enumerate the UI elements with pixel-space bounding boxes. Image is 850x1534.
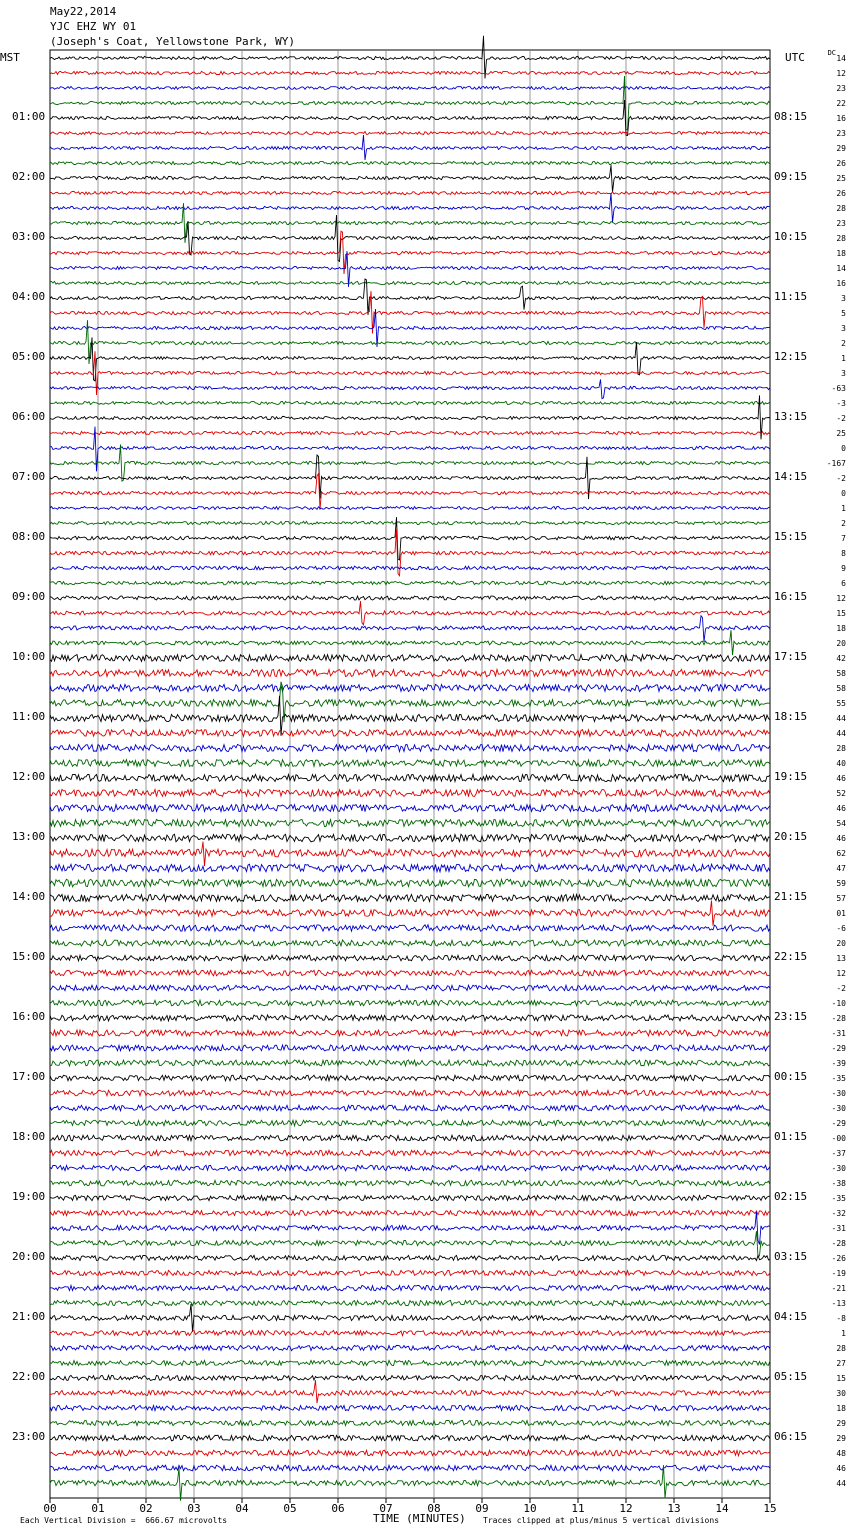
dc-offset-label: -35 [831, 1194, 846, 1203]
mst-hour-label: 09:00 [12, 590, 46, 603]
dc-offset-label: 23 [836, 219, 846, 228]
seismic-trace [50, 789, 770, 796]
mst-hour-label: 04:00 [12, 290, 46, 303]
seismic-trace [50, 1210, 770, 1215]
seismic-trace [50, 1090, 770, 1096]
dc-offset-label: 1 [841, 504, 846, 513]
dc-offset-label: 48 [836, 1449, 846, 1458]
seismic-trace [50, 1360, 770, 1365]
utc-hour-label: 21:15 [774, 890, 808, 903]
seismic-trace [50, 1345, 770, 1350]
dc-offset-label: 28 [836, 1344, 846, 1353]
utc-hour-label: 06:15 [774, 1430, 808, 1443]
seismic-trace [50, 834, 770, 842]
dc-offset-label: 15 [836, 609, 846, 618]
dc-offset-label: -39 [831, 1059, 846, 1068]
scale-note: Each Vertical Division = 666.67 microvolts [20, 1516, 228, 1525]
dc-offset-label: -29 [831, 1119, 846, 1128]
station-location: (Joseph's Coat, Yellowstone Park, WY) [50, 35, 296, 48]
seismic-trace [50, 1300, 770, 1305]
dc-offset-label: 54 [836, 819, 846, 828]
dc-offset-label: 25 [836, 174, 846, 183]
dc-offset-label: 40 [836, 759, 846, 768]
mst-hour-label: 15:00 [12, 950, 46, 963]
seismic-trace [50, 1120, 770, 1126]
seismic-trace [50, 1000, 770, 1006]
seismic-trace [50, 71, 770, 74]
seismic-trace [50, 1285, 770, 1290]
seismic-trace [50, 1380, 770, 1403]
seismic-trace [50, 87, 770, 90]
dc-offset-label: 14 [836, 54, 846, 63]
seismic-trace [50, 774, 770, 781]
dc-offset-label: -30 [831, 1089, 846, 1098]
seismic-trace [50, 940, 770, 946]
dc-offset-label: 44 [836, 714, 846, 723]
seismic-trace [50, 879, 770, 887]
dc-offset-label: -6 [836, 924, 846, 933]
utc-hour-label: 02:15 [774, 1190, 808, 1203]
seismic-trace [50, 191, 770, 194]
utc-hour-label: 01:15 [774, 1130, 808, 1143]
seismic-trace [50, 455, 770, 499]
seismic-trace [50, 1435, 770, 1441]
dc-offset-label: 23 [836, 84, 846, 93]
clip-note: Traces clipped at plus/minus 5 vertical divisions [483, 1516, 720, 1525]
seismic-trace [50, 655, 770, 662]
mst-hour-label: 02:00 [12, 170, 46, 183]
seismic-trace [50, 819, 770, 826]
utc-hour-label: 11:15 [774, 290, 808, 303]
seismic-trace [50, 985, 770, 991]
x-tick-label: 09 [475, 1502, 489, 1515]
dc-offset-label: 57 [836, 894, 846, 903]
seismic-trace [50, 1450, 770, 1456]
seismic-trace [50, 1330, 770, 1335]
mst-hour-label: 18:00 [12, 1130, 46, 1143]
dc-offset-label: -167 [826, 459, 846, 468]
mst-hour-label: 05:00 [12, 350, 46, 363]
mst-hour-label: 14:00 [12, 890, 46, 903]
seismic-trace [50, 630, 770, 655]
seismic-trace [50, 1231, 770, 1256]
dc-offset-label: -2 [836, 984, 846, 993]
seismic-trace [50, 684, 770, 691]
dc-offset-label: -26 [831, 1254, 846, 1263]
seismic-trace [50, 506, 770, 509]
seismic-trace [50, 1105, 770, 1111]
seismic-trace [50, 1060, 770, 1066]
dc-offset-label: 29 [836, 1434, 846, 1443]
dc-offset-label: -21 [831, 1284, 846, 1293]
mst-hour-label: 12:00 [12, 770, 46, 783]
seismic-trace [50, 1150, 770, 1156]
plot-date: May22,2014 [50, 5, 117, 18]
dc-offset-label: 5 [841, 309, 846, 318]
x-tick-label: 04 [235, 1502, 249, 1515]
x-axis-title: TIME (MINUTES) [373, 1512, 466, 1525]
mst-hour-label: 11:00 [12, 710, 46, 723]
mst-hour-label: 13:00 [12, 830, 46, 843]
dc-offset-label: 2 [841, 519, 846, 528]
dc-offset-label: 47 [836, 864, 846, 873]
seismic-trace [50, 581, 770, 585]
dc-offset-label: 12 [836, 969, 846, 978]
dc-offset-label: 23 [836, 129, 846, 138]
dc-offset-label: -10 [831, 999, 846, 1008]
dc-offset-label: 18 [836, 1404, 846, 1413]
dc-offset-label: 46 [836, 774, 846, 783]
seismic-trace [50, 669, 770, 676]
utc-hour-label: 13:15 [774, 410, 808, 423]
dc-offset-label: 18 [836, 624, 846, 633]
dc-offset-label: -00 [831, 1134, 846, 1143]
mst-hour-label: 17:00 [12, 1070, 46, 1083]
dc-offset-label: -8 [836, 1314, 846, 1323]
dc-offset-label: 16 [836, 279, 846, 288]
seismic-trace [50, 281, 770, 284]
utc-hour-label: 16:15 [774, 590, 808, 603]
dc-offset-label: 3 [841, 369, 846, 378]
dc-offset-label: 27 [836, 1359, 846, 1368]
mst-hour-label: 01:00 [12, 110, 46, 123]
utc-hour-label: 10:15 [774, 230, 808, 243]
seismic-trace [50, 1135, 770, 1141]
x-tick-label: 15 [763, 1502, 777, 1515]
right-timezone-label: UTC [785, 51, 805, 64]
seismic-trace [50, 1270, 770, 1275]
seismic-trace [50, 596, 770, 600]
seismic-trace [50, 379, 770, 398]
seismic-trace [50, 401, 770, 404]
mst-hour-label: 19:00 [12, 1190, 46, 1203]
x-tick-label: 02 [139, 1502, 153, 1515]
dc-offset-label: 22 [836, 99, 846, 108]
dc-offset-label: 58 [836, 684, 846, 693]
dc-offset-label: 18 [836, 249, 846, 258]
dc-offset-label: -38 [831, 1179, 846, 1188]
dc-offset-label: 62 [836, 849, 846, 858]
seismic-trace [50, 601, 770, 625]
dc-offset-label: 7 [841, 534, 846, 543]
seismic-trace [50, 1180, 770, 1186]
dc-offset-label: -2 [836, 414, 846, 423]
seismic-trace [50, 76, 770, 130]
x-tick-label: 11 [571, 1502, 585, 1515]
dc-offset-label: 3 [841, 324, 846, 333]
mst-hour-label: 23:00 [12, 1430, 46, 1443]
dc-offset-label: 2 [841, 339, 846, 348]
mst-hour-label: 08:00 [12, 530, 46, 543]
dc-offset-label: 3 [841, 294, 846, 303]
dc-offset-label: 58 [836, 669, 846, 678]
left-timezone-label: MST [0, 51, 20, 64]
seismic-trace [50, 1405, 770, 1410]
utc-hour-label: 04:15 [774, 1310, 808, 1323]
seismic-trace [50, 1465, 770, 1471]
seismic-trace [50, 1030, 770, 1036]
x-tick-label: 14 [715, 1502, 729, 1515]
dc-offset-label: 28 [836, 234, 846, 243]
dc-offset-label: 59 [836, 879, 846, 888]
seismic-trace [50, 895, 770, 902]
seismic-trace [50, 521, 770, 524]
x-tick-label: 06 [331, 1502, 345, 1515]
seismic-trace [50, 251, 770, 287]
seismic-trace [50, 760, 770, 767]
seismic-trace [50, 901, 770, 926]
dc-offset-label: 25 [836, 429, 846, 438]
mst-hour-label: 10:00 [12, 650, 46, 663]
dc-offset-label: 0 [841, 444, 846, 453]
dc-offset-label: -30 [831, 1164, 846, 1173]
seismic-trace [50, 1212, 770, 1245]
mst-hour-label: 07:00 [12, 470, 46, 483]
station-title: YJC EHZ WY 01 [50, 20, 137, 33]
dc-offset-label: -3 [836, 399, 846, 408]
dc-offset-label: -31 [831, 1224, 846, 1233]
dc-offset-label: 12 [836, 594, 846, 603]
seismic-trace [50, 1165, 770, 1171]
dc-offset-label: 01 [836, 909, 846, 918]
x-tick-label: 08 [427, 1502, 441, 1515]
dc-offset-label: 15 [836, 1374, 846, 1383]
utc-hour-label: 12:15 [774, 350, 808, 363]
x-tick-label: 05 [283, 1502, 297, 1515]
seismic-trace [50, 165, 770, 192]
dc-offset-label: -63 [831, 384, 846, 393]
x-tick-label: 12 [619, 1502, 633, 1515]
utc-hour-label: 09:15 [774, 170, 808, 183]
seismic-trace [50, 1075, 770, 1081]
seismic-trace [50, 804, 770, 811]
seismic-trace [50, 1375, 770, 1380]
seismic-trace [50, 431, 770, 434]
mst-hour-label: 22:00 [12, 1370, 46, 1383]
seismic-trace [50, 100, 770, 136]
dc-column-label: DC [827, 49, 836, 57]
utc-hour-label: 22:15 [774, 950, 808, 963]
dc-offset-label: -35 [831, 1074, 846, 1083]
seismic-trace [50, 566, 770, 570]
seismic-trace [50, 955, 770, 961]
dc-offset-label: 30 [836, 1389, 846, 1398]
x-tick-label: 03 [187, 1502, 201, 1515]
utc-hour-label: 18:15 [774, 710, 808, 723]
dc-offset-label: -2 [836, 474, 846, 483]
dc-offset-label: 26 [836, 189, 846, 198]
mst-hour-label: 16:00 [12, 1010, 46, 1023]
dc-offset-label: 9 [841, 564, 846, 573]
dc-offset-label: 42 [836, 654, 846, 663]
seismic-trace [50, 231, 770, 274]
dc-offset-label: 16 [836, 114, 846, 123]
seismic-trace [50, 616, 770, 642]
seismic-trace [50, 530, 770, 576]
utc-hour-label: 14:15 [774, 470, 808, 483]
utc-hour-label: 15:15 [774, 530, 808, 543]
dc-offset-label: 13 [836, 954, 846, 963]
dc-offset-label: 1 [841, 354, 846, 363]
x-tick-label: 00 [43, 1502, 57, 1515]
seismic-trace [50, 744, 770, 751]
dc-offset-label: -37 [831, 1149, 846, 1158]
dc-offset-label: 12 [836, 69, 846, 78]
dc-offset-label: 46 [836, 834, 846, 843]
dc-offset-label: 55 [836, 699, 846, 708]
seismic-trace [50, 864, 770, 872]
dc-offset-label: 46 [836, 804, 846, 813]
dc-offset-label: 44 [836, 1479, 846, 1488]
mst-hour-label: 21:00 [12, 1310, 46, 1323]
dc-offset-label: 28 [836, 204, 846, 213]
dc-offset-label: 28 [836, 744, 846, 753]
seismic-trace [50, 132, 770, 135]
dc-offset-label: -28 [831, 1014, 846, 1023]
x-tick-label: 10 [523, 1502, 537, 1515]
seismic-trace [50, 1045, 770, 1051]
utc-hour-label: 00:15 [774, 1070, 808, 1083]
seismic-trace [50, 279, 770, 315]
utc-hour-label: 23:15 [774, 1010, 808, 1023]
dc-offset-label: -32 [831, 1209, 846, 1218]
dc-offset-label: 0 [841, 489, 846, 498]
seismic-trace [50, 309, 770, 347]
dc-offset-label: 29 [836, 1419, 846, 1428]
mst-hour-label: 20:00 [12, 1250, 46, 1263]
seismic-trace [50, 135, 770, 160]
dc-offset-label: 14 [836, 264, 846, 273]
utc-hour-label: 17:15 [774, 650, 808, 663]
dc-offset-label: -29 [831, 1044, 846, 1053]
dc-offset-label: -28 [831, 1239, 846, 1248]
dc-offset-label: 26 [836, 159, 846, 168]
utc-hour-label: 20:15 [774, 830, 808, 843]
seismic-trace [50, 1195, 770, 1200]
mst-hour-label: 03:00 [12, 230, 46, 243]
seismic-trace [50, 1015, 770, 1021]
dc-offset-label: 20 [836, 639, 846, 648]
utc-hour-label: 05:15 [774, 1370, 808, 1383]
seismic-trace [50, 842, 770, 866]
seismic-trace [50, 215, 770, 261]
dc-offset-label: 29 [836, 144, 846, 153]
dc-offset-label: -19 [831, 1269, 846, 1278]
seismic-trace [50, 193, 770, 223]
dc-offset-label: -30 [831, 1104, 846, 1113]
seismic-trace [50, 1304, 770, 1332]
x-tick-label: 07 [379, 1502, 393, 1515]
dc-offset-label: 52 [836, 789, 846, 798]
dc-offset-label: 6 [841, 579, 846, 588]
utc-hour-label: 19:15 [774, 770, 808, 783]
seismic-trace [50, 925, 770, 931]
x-tick-label: 01 [91, 1502, 105, 1515]
seismic-trace [50, 1255, 770, 1260]
seismic-trace [50, 444, 770, 481]
utc-hour-label: 03:15 [774, 1250, 808, 1263]
dc-offset-label: 20 [836, 939, 846, 948]
dc-offset-label: -13 [831, 1299, 846, 1308]
dc-offset-label: 8 [841, 549, 846, 558]
seismic-trace [50, 970, 770, 976]
seismic-trace [50, 1420, 770, 1425]
utc-hour-label: 08:15 [774, 110, 808, 123]
dc-offset-label: 1 [841, 1329, 846, 1338]
seismic-trace [50, 730, 770, 737]
dc-offset-label: 46 [836, 1464, 846, 1473]
dc-offset-label: 44 [836, 729, 846, 738]
mst-hour-label: 06:00 [12, 410, 46, 423]
seismic-trace [50, 161, 770, 164]
x-tick-label: 13 [667, 1502, 681, 1515]
dc-offset-label: -31 [831, 1029, 846, 1038]
